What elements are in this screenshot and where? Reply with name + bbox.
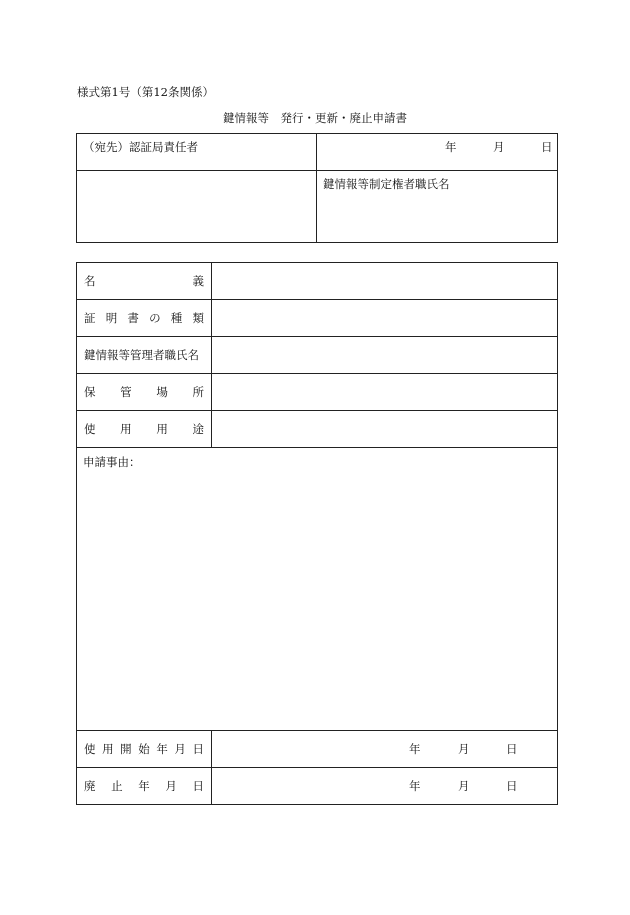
manager-label-cell (77, 337, 212, 374)
start-date-char-7: 日 (192, 742, 204, 756)
end-date-char-3: 年 (138, 779, 150, 793)
start-date-char-5: 年 (156, 742, 168, 756)
end-date-char-1: 廃 (84, 779, 96, 793)
start-date-char-1: 使 (84, 742, 96, 756)
name-label-char-2: 義 (192, 274, 204, 288)
storage-char-3: 場 (156, 385, 168, 399)
reason-label: 申請事由： (83, 455, 141, 469)
storage-char-1: 保 (84, 385, 96, 399)
start-date-char-3: 開 (120, 742, 132, 756)
end-date-year: 年 (409, 779, 421, 793)
storage-label (84, 384, 204, 400)
storage-value-cell[interactable] (212, 374, 558, 411)
addressee-label: （宛先）認証局責任者 (83, 140, 198, 154)
usage-char-3: 用 (156, 422, 168, 436)
end-date-value-cell[interactable] (212, 768, 558, 805)
applicant-cell[interactable] (317, 171, 558, 243)
name-value-cell[interactable] (212, 263, 558, 300)
end-date-day: 日 (506, 779, 518, 793)
name-label-cell (77, 263, 212, 300)
start-date-month: 月 (458, 742, 470, 756)
usage-char-2: 用 (120, 422, 132, 436)
start-date-char-6: 月 (174, 742, 186, 756)
storage-char-2: 管 (120, 385, 132, 399)
cert-type-label-cell (77, 300, 212, 337)
start-date-char-4: 始 (138, 742, 150, 756)
end-date-char-2: 止 (111, 779, 123, 793)
start-date-label-cell (77, 731, 212, 768)
reason-cell[interactable] (77, 448, 558, 731)
cert-type-char-3: 書 (127, 311, 139, 325)
cert-type-char-1: 証 (84, 311, 96, 325)
start-date-day: 日 (506, 742, 518, 756)
usage-char-1: 使 (84, 422, 96, 436)
form-number: 様式第1号（第12条関係） (77, 85, 214, 99)
application-date-cell[interactable] (317, 134, 558, 171)
name-label (84, 273, 204, 289)
name-label-char-1: 名 (84, 274, 96, 288)
usage-label-cell (77, 411, 212, 448)
cert-type-label (84, 310, 204, 326)
manager-label: 鍵情報等管理者職氏名 (84, 348, 199, 362)
end-date-char-4: 月 (165, 779, 177, 793)
applicant-label: 鍵情報等制定権者職氏名 (323, 177, 450, 191)
date-day-label: 日 (541, 140, 553, 154)
header-table (76, 133, 558, 243)
date-year-label: 年 (445, 140, 457, 154)
usage-value-cell[interactable] (212, 411, 558, 448)
storage-label-cell (77, 374, 212, 411)
main-table (76, 262, 558, 805)
manager-value-cell[interactable] (212, 337, 558, 374)
addressee-cell (77, 134, 317, 171)
blank-cell (77, 171, 317, 243)
usage-char-4: 途 (192, 422, 204, 436)
form-title: 鍵情報等 発行・更新・廃止申請書 (223, 111, 407, 125)
end-date-label-cell (77, 768, 212, 805)
start-date-value-cell[interactable] (212, 731, 558, 768)
date-month-label: 月 (493, 140, 505, 154)
cert-type-char-6: 類 (192, 311, 204, 325)
end-date-month: 月 (458, 779, 470, 793)
start-date-year: 年 (409, 742, 421, 756)
end-date-label (84, 778, 204, 794)
usage-label (84, 421, 204, 437)
start-date-char-2: 用 (102, 742, 114, 756)
storage-char-4: 所 (192, 385, 204, 399)
start-date-label (84, 741, 204, 757)
cert-type-value-cell[interactable] (212, 300, 558, 337)
cert-type-char-4: の (149, 311, 161, 325)
end-date-char-5: 日 (192, 779, 204, 793)
cert-type-char-5: 種 (170, 311, 183, 325)
cert-type-char-2: 明 (105, 311, 118, 325)
